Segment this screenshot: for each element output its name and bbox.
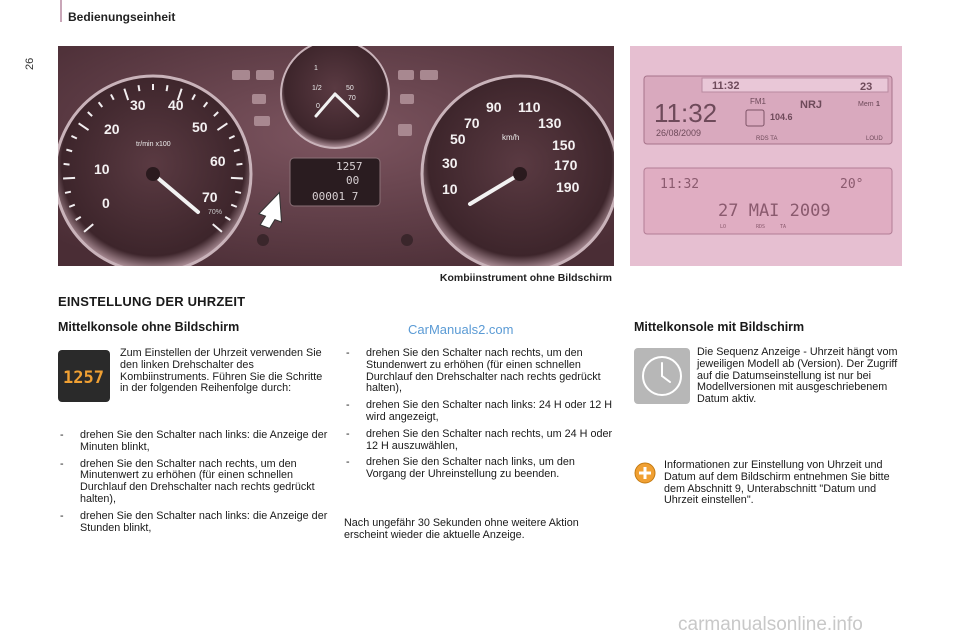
left-step-list — [58, 430, 330, 539]
middle-step-list — [344, 348, 616, 486]
fuel-tick-full: 1 — [314, 65, 318, 72]
speed-tick-10: 10 — [442, 181, 458, 197]
station: NRJ — [800, 99, 823, 111]
right-intro-text: Die Sequenz Anzeige - Uhrzeit hängt vom jeweiligen Modell ab (Version). Der Zugriff auf die Datumseinstellung ist nur bei Modellversionen mit ausgeschriebenem Datum aktiv. — [697, 346, 898, 406]
list-item — [58, 430, 330, 454]
list-dash: - — [60, 429, 64, 441]
tach-tick-mark — [235, 192, 241, 193]
tach-tick-mark — [63, 178, 75, 179]
fuel-tick-half: 1/2 — [312, 85, 322, 92]
instrument-cluster-illustration — [58, 46, 614, 266]
list-item — [58, 459, 330, 506]
lcd-time: 1257 — [336, 160, 363, 173]
speed-tick-170: 170 — [554, 157, 578, 173]
seg-time: 11:32 — [660, 177, 700, 192]
clock-display-thumbnail — [58, 350, 110, 402]
rpm-unit: tr/min x100 — [136, 141, 171, 148]
top-temp: 23 — [860, 81, 873, 93]
plus-info-icon — [634, 462, 656, 484]
fuel-tick-empty: 0 — [316, 103, 320, 110]
speed-tick-110: 110 — [518, 99, 541, 115]
lcd-odometer: 00001 7 — [312, 190, 359, 203]
band: FM1 — [750, 97, 766, 106]
rpm-tick-20: 20 — [104, 121, 120, 137]
list-item — [344, 400, 616, 424]
oil-label: 70% — [208, 209, 223, 216]
display-photo — [630, 46, 902, 266]
list-dash: - — [346, 399, 350, 412]
section-accent-bar — [60, 0, 62, 22]
list-dash: - — [60, 457, 64, 470]
rpm-tick-40: 40 — [168, 97, 184, 113]
timeout-note: Nach ungefähr 30 Sekunden ohne weitere Aktion erscheint wieder die aktuelle Anzeige. — [344, 517, 579, 541]
rpm-hub — [146, 167, 160, 181]
tach-tick-mark — [64, 164, 70, 165]
tach-tick-mark — [138, 85, 139, 91]
right-column-heading: Mittelkonsole mit Bildschirm — [634, 320, 805, 334]
list-item-text: drehen Sie den Schalter nach rechts, um den Stundenwert zu erhöhen (für einen schnellen Durchlauf den Drehschalter nach rechts gedrückt halten), — [366, 347, 601, 395]
lcd-mid: 00 — [346, 174, 360, 187]
list-item-text: drehen Sie den Schalter nach links: die Anzeige der Stunden blinkt, — [80, 509, 328, 534]
rpm-tick-50: 50 — [192, 119, 208, 135]
frequency: 104.6 — [770, 112, 793, 122]
display-illustration — [630, 46, 902, 266]
list-item — [344, 348, 616, 395]
list-dash: - — [346, 427, 350, 440]
rds-ta: RDS TA — [756, 136, 778, 142]
list-item-text: drehen Sie den Schalter nach links, um den Vorgang der Uhreinstellung zu beenden. — [366, 456, 575, 481]
big-date: 26/08/2009 — [656, 128, 702, 138]
watermark-footer-link[interactable]: carmanualsonline.info — [678, 614, 863, 635]
list-item-text: drehen Sie den Schalter nach rechts, um den Minutenwert zu erhöhen (für einen schnellen Durchlauf den Drehschalter nach rechts gedrückt halten), — [80, 457, 315, 505]
temp-tick-70: 70 — [348, 95, 356, 102]
seg-label-lo: LO — [720, 224, 727, 230]
list-dash: - — [60, 509, 64, 522]
temp-tick-50: 50 — [346, 85, 354, 92]
list-item — [344, 457, 616, 481]
rpm-tick-30: 30 — [130, 97, 146, 113]
speed-tick-150: 150 — [552, 137, 576, 153]
list-dash: - — [346, 456, 350, 469]
speed-tick-30: 30 — [442, 155, 458, 171]
right-knob-icon — [401, 234, 413, 246]
seg-date: 27 MAI 2009 — [718, 201, 831, 221]
main-heading: EINSTELLUNG DER UHRZEIT — [58, 294, 246, 309]
speed-tick-90: 90 — [486, 99, 502, 115]
top-time: 11:32 — [712, 80, 740, 92]
list-item-text: drehen Sie den Schalter nach links: 24 H oder 12 H wird angezeigt, — [366, 399, 613, 423]
left-knob-icon — [257, 234, 269, 246]
speed-hub — [513, 167, 527, 181]
left-column-heading: Mittelkonsole ohne Bildschirm — [58, 320, 240, 334]
tach-tick-mark — [231, 178, 243, 179]
instrument-cluster-photo — [58, 46, 614, 266]
seg-label-ta: TA — [780, 224, 787, 230]
list-item-text: drehen Sie den Schalter nach rechts, um 24 H oder 12 H auszuwählen, — [366, 427, 613, 452]
speed-tick-130: 130 — [538, 115, 562, 131]
list-item — [344, 429, 616, 453]
page-number: 26 — [24, 57, 36, 70]
speed-tick-70: 70 — [464, 115, 480, 131]
rpm-tick-60: 60 — [210, 153, 226, 169]
thumb-display-digits: 1257 — [63, 368, 104, 388]
clock-icon — [634, 348, 690, 404]
speed-tick-190: 190 — [556, 179, 580, 195]
loud: LOUD — [866, 136, 883, 142]
left-intro-text: Zum Einstellen der Uhrzeit verwenden Sie den linken Drehschalter des Kombiinstruments. Führen Sie die Schritte in der folgenden Reihenfolge durch: — [120, 347, 323, 395]
tach-tick-mark — [236, 164, 242, 165]
big-time: 11:32 — [654, 98, 718, 128]
seg-temp: 20° — [840, 177, 864, 192]
speed-unit: km/h — [502, 133, 520, 142]
info-text: Informationen zur Einstellung von Uhrzeit und Datum auf dem Bildschirm entnehmen Sie bitte dem Abschnitt 9, Unterabschnitt "Datum und Uhrzeit einstellen". — [664, 459, 890, 507]
mem-label: Mem — [858, 101, 874, 108]
tach-tick-mark — [167, 85, 168, 91]
rpm-tick-10: 10 — [94, 161, 110, 177]
watermark-link[interactable]: CarManuals2.com — [408, 322, 514, 337]
list-item — [58, 511, 330, 535]
cluster-caption: Kombiinstrument ohne Bildschirm — [439, 272, 612, 284]
seg-label-rds: RDS — [756, 224, 766, 230]
rpm-tick-0: 0 — [102, 195, 110, 211]
list-dash: - — [346, 347, 350, 359]
rpm-tick-70: 70 — [202, 189, 218, 205]
list-item-text: drehen Sie den Schalter nach links: die Anzeige der Minuten blinkt, — [80, 429, 328, 453]
tach-tick-mark — [65, 192, 71, 193]
section-title: Bedienungseinheit — [68, 10, 176, 24]
mem-number: 1 — [876, 101, 880, 108]
speed-tick-50: 50 — [450, 131, 466, 147]
